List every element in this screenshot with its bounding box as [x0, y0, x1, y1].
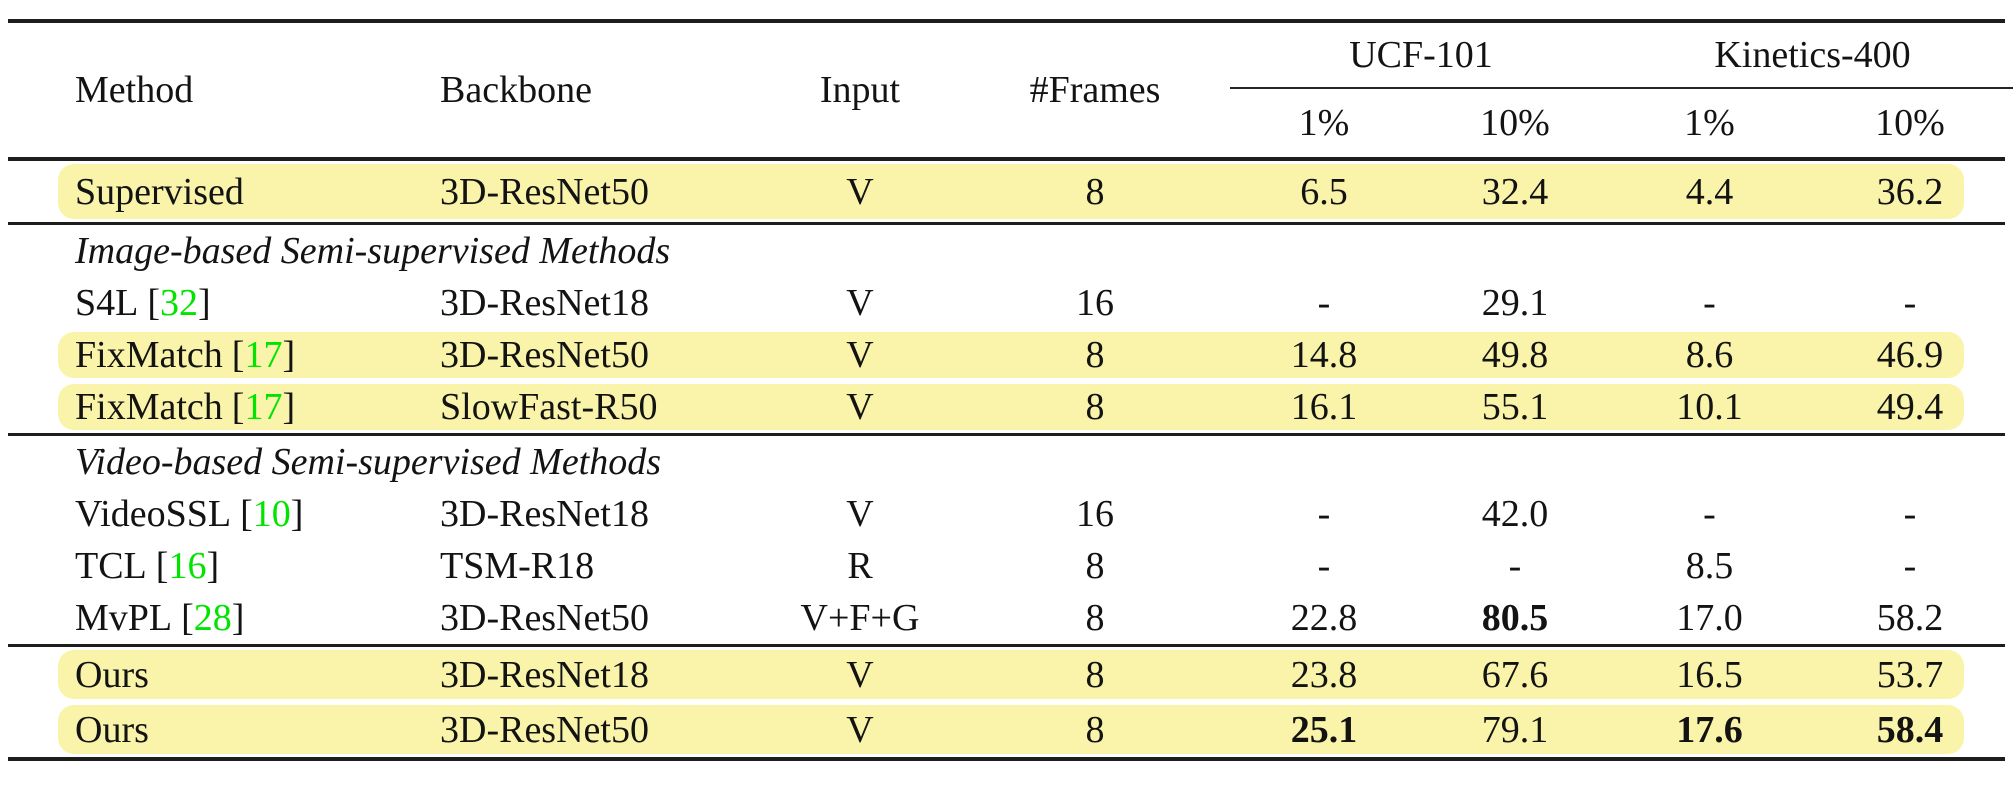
method-cell [0, 653, 440, 696]
table-row-s4l [0, 277, 2013, 329]
section-label: Image-based Semi-supervised Methods [75, 230, 671, 272]
frames-cell: 8 [1085, 653, 1105, 696]
input-cell: V [846, 170, 874, 213]
kinetics-10pct-cell: 36.2 [1876, 170, 1944, 213]
citation: [28] [181, 597, 245, 639]
method-cell [0, 284, 440, 322]
frames-cell: 16 [1076, 493, 1114, 535]
kinetics-10pct-cell: - [1903, 493, 1917, 535]
citation-number: 17 [244, 386, 283, 428]
frames-cell: 8 [1085, 597, 1105, 639]
citation: [17] [231, 386, 296, 428]
method-name: FixMatch [75, 334, 223, 376]
kinetics-1pct-cell: 8.6 [1685, 334, 1734, 376]
ucf-10pct-cell: 67.6 [1481, 653, 1549, 696]
column-header-ucf-10pct: 10% [1480, 102, 1550, 144]
frames-cell: 8 [1085, 545, 1105, 587]
ucf-10pct-cell: 80.5 [1481, 597, 1549, 639]
method-name: MvPL [75, 597, 173, 639]
input-cell: V [846, 386, 874, 428]
kinetics-10pct-cell: 58.4 [1876, 708, 1944, 751]
backbone-cell: SlowFast-R50 [440, 386, 658, 428]
ucf-10pct-cell: 55.1 [1481, 386, 1549, 428]
backbone-cell: 3D-ResNet18 [440, 493, 649, 535]
backbone-cell: 3D-ResNet50 [440, 597, 649, 639]
column-header-kinetics-1pct: 1% [1684, 102, 1735, 144]
frames-cell: 8 [1085, 334, 1105, 376]
table-row-ours-r50 [0, 702, 2013, 757]
method-name: FixMatch [75, 386, 223, 428]
input-cell: V [846, 493, 874, 535]
ucf-1pct-cell: 25.1 [1290, 708, 1358, 751]
kinetics-1pct-cell: 16.5 [1676, 653, 1743, 696]
citation-number: 17 [244, 334, 283, 376]
ucf-10pct-cell: 29.1 [1481, 282, 1549, 324]
method-cell [0, 388, 440, 426]
kinetics-10pct-cell: 46.9 [1876, 334, 1944, 376]
backbone-cell: 3D-ResNet18 [440, 653, 649, 696]
backbone-cell: 3D-ResNet50 [440, 334, 649, 376]
frames-cell: 8 [1085, 708, 1105, 751]
input-cell: V [846, 334, 874, 376]
kinetics-1pct-cell: 17.6 [1676, 708, 1743, 751]
method-name: Supervised [75, 170, 244, 213]
ucf-1pct-cell: - [1317, 493, 1331, 535]
frames-cell: 8 [1085, 170, 1105, 213]
method-name: Ours [75, 708, 149, 751]
group-header-ucf-101: UCF-101 [1230, 23, 1612, 89]
ucf-1pct-cell: - [1317, 282, 1331, 324]
group-header-kinetics-400: Kinetics-400 [1612, 23, 2013, 89]
input-cell: V [846, 653, 874, 696]
method-cell [0, 336, 440, 374]
table-row-fixmatch-slowfast [0, 381, 2013, 433]
citation: [16] [155, 545, 220, 587]
method-cell [0, 495, 440, 533]
frames-cell: 8 [1085, 386, 1105, 428]
method-name: S4L [75, 282, 139, 324]
ucf-1pct-cell: 6.5 [1300, 170, 1348, 213]
kinetics-1pct-cell: - [1703, 493, 1716, 535]
column-header-kinetics-10pct: 10% [1875, 102, 1945, 144]
ucf-10pct-cell: 49.8 [1481, 334, 1549, 376]
kinetics-10pct-cell: - [1903, 282, 1917, 324]
citation-number: 10 [252, 493, 291, 535]
kinetics-1pct-cell: 4.4 [1685, 170, 1734, 213]
backbone-cell: 3D-ResNet50 [440, 708, 649, 751]
input-cell: V+F+G [800, 597, 920, 639]
citation-number: 32 [160, 282, 199, 324]
ucf-1pct-cell: 16.1 [1290, 386, 1358, 428]
table-rule-bottom [8, 757, 2005, 761]
method-name: TCL [75, 545, 147, 587]
kinetics-1pct-cell: - [1703, 282, 1716, 324]
table-row-fixmatch-r50 [0, 329, 2013, 381]
ucf-1pct-cell: - [1317, 545, 1331, 587]
method-name: VideoSSL [75, 493, 232, 535]
ucf-10pct-cell: 79.1 [1481, 708, 1549, 751]
table-row-ours-r18 [0, 647, 2013, 702]
table-row-videossl [0, 488, 2013, 540]
kinetics-1pct-cell: 10.1 [1676, 386, 1743, 428]
section-header-row [0, 225, 2013, 277]
citation: [32] [147, 282, 211, 324]
input-cell: V [846, 282, 874, 324]
backbone-cell: TSM-R18 [440, 545, 595, 587]
input-cell: R [847, 545, 873, 587]
method-name: Ours [75, 653, 149, 696]
column-header-ucf-1pct: 1% [1298, 102, 1350, 144]
table-row-tcl [0, 540, 2013, 592]
method-cell [0, 170, 440, 213]
kinetics-1pct-cell: 17.0 [1676, 597, 1743, 639]
ucf-1pct-cell: 22.8 [1290, 597, 1358, 639]
table-header [0, 23, 2013, 157]
section-label: Video-based Semi-supervised Methods [75, 441, 662, 483]
column-header-input: Input [819, 69, 901, 111]
ucf-1pct-cell: 14.8 [1290, 334, 1358, 376]
citation-number: 28 [193, 597, 232, 639]
backbone-cell: 3D-ResNet18 [440, 282, 649, 324]
column-header-method: Method [75, 69, 194, 111]
column-header-backbone: Backbone [440, 69, 592, 111]
citation: [10] [240, 493, 304, 535]
section-header-row [0, 436, 2013, 488]
ucf-10pct-cell: - [1508, 545, 1522, 587]
citation: [17] [231, 334, 296, 376]
method-cell [0, 547, 440, 585]
citation-number: 16 [168, 545, 207, 587]
ucf-1pct-cell: 23.8 [1290, 653, 1358, 696]
kinetics-10pct-cell: - [1903, 545, 1917, 587]
table-row-mvpl [0, 592, 2013, 644]
column-header-frames: #Frames [1029, 69, 1161, 111]
ucf-10pct-cell: 42.0 [1481, 493, 1549, 535]
method-cell [0, 708, 440, 751]
kinetics-10pct-cell: 53.7 [1876, 653, 1944, 696]
table-row-supervised [0, 161, 2013, 222]
input-cell: V [846, 708, 874, 751]
kinetics-1pct-cell: 8.5 [1685, 545, 1734, 587]
method-cell [0, 599, 440, 637]
frames-cell: 16 [1076, 282, 1114, 324]
backbone-cell: 3D-ResNet50 [440, 170, 649, 213]
kinetics-10pct-cell: 49.4 [1876, 386, 1944, 428]
kinetics-10pct-cell: 58.2 [1876, 597, 1944, 639]
ucf-10pct-cell: 32.4 [1481, 170, 1549, 213]
